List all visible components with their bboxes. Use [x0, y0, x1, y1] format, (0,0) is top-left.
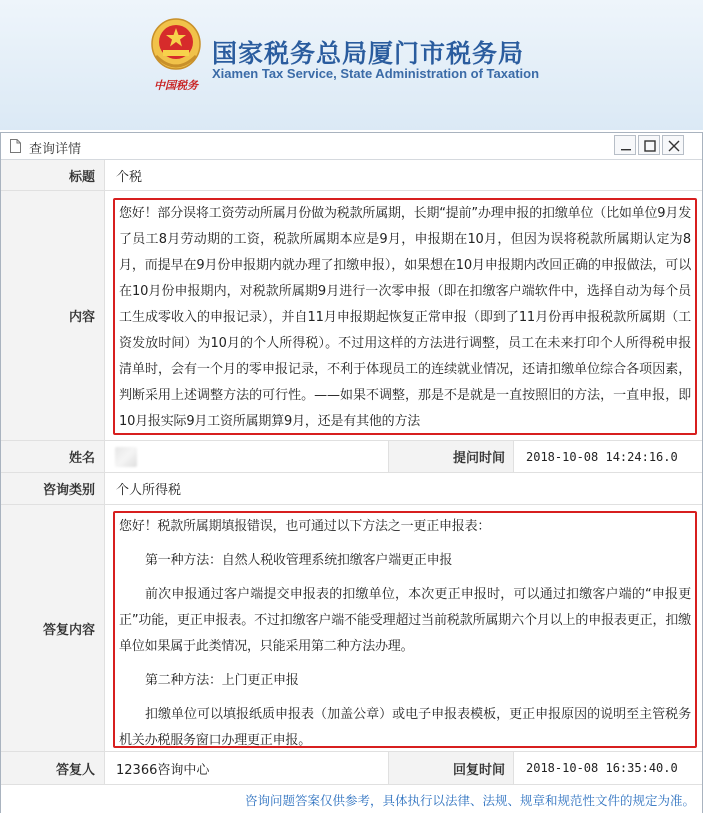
subject-value: 个税 [105, 160, 702, 191]
close-icon [668, 140, 680, 152]
content-text: 您好！部分误将工资劳动所属月份做为税款所属期，长期“提前”办理申报的扣缴单位（比如单位9月发了员工8月劳动期的工资，税款所属期本应是9月，申报期在10月，但因为误将税款所属期认定为8月，而提早在9月份申报期内就办理了扣缴申报），如果想在10月申报期内改回正确的申报做法，可以在10月份申报期内，对税款所属期9月进行一次零申报（即在扣缴客户端软件中，选择自动为每个员工生成零收入的申报记录），并自11月申报期起恢复正常申报（即到了11月份再申报税款所属期（工资发放时间）为10月的个人所得税）。不过用这样的方法进行调整，员工在未来打印个人所得税申报清单时，会有一个月的零申报记录，不利于体现员工的连续就业情况，还请扣缴单位综合各项因素，判断采用上述调整方法的可行性。——如果不调整，那是不是就是一直按照旧的方法，一直申报，即10月报实际9月工资所属期算9月，还是有其他的方法 [119, 206, 691, 429]
disclaimer-note: 咨询问题答案仅供参考，具体执行以法律、法规、规章和规范性文件的规定为准。 [244, 793, 695, 808]
minimize-button[interactable] [614, 135, 636, 155]
reply-label: 答复内容 [1, 505, 105, 752]
reply-paragraph-greeting: 您好！税款所属期填报错误，也可通过以下方法之一更正申报表： [119, 519, 491, 534]
replier-label: 答复人 [1, 752, 105, 785]
ask-time-label: 提问时间 [388, 441, 514, 473]
document-icon [10, 139, 21, 153]
site-title-english: Xiamen Tax Service, State Administration of Taxation [212, 66, 540, 81]
reply-paragraph-method-1-body: 前次申报通过客户端提交申报表的扣缴单位，本次更正申报时，可以通过扣缴客户端的“申报更正”功能，更正申报表。不过扣缴客户端不能受理超过当前税款所属期六个月以上的申报表更正，扣缴单位如果属于此类情况，只能采用第二种方法办理。 [119, 587, 691, 654]
maximize-button[interactable] [638, 135, 660, 155]
content-label: 内容 [1, 191, 105, 441]
window-titlebar[interactable] [1, 133, 702, 160]
replier-value: 12366咨询中心 [105, 752, 388, 785]
window-title: 查询详情 [29, 142, 82, 157]
maximize-icon [644, 140, 656, 152]
ask-time-value: 2018-10-08 14:24:16.0 [514, 441, 702, 473]
content-highlight-box [113, 198, 697, 435]
name-label: 姓名 [1, 441, 105, 473]
reply-paragraph-method-2-title: 第二种方法：上门更正申报 [145, 673, 299, 688]
category-label: 咨询类别 [1, 473, 105, 505]
reply-time-label: 回复时间 [388, 752, 514, 785]
reply-highlight-box [113, 511, 697, 748]
redacted-name [115, 447, 137, 467]
reply-time-value: 2018-10-08 16:35:40.0 [514, 752, 702, 785]
site-title-chinese: 国家税务总局厦门市税务局 [212, 39, 525, 68]
minimize-icon [620, 140, 632, 152]
name-value [105, 441, 388, 473]
reply-paragraph-method-1-title: 第一种方法：自然人税收管理系统扣缴客户端更正申报 [145, 553, 453, 568]
inquiry-form [1, 160, 702, 785]
subject-label: 标题 [1, 160, 105, 191]
header-banner [0, 0, 703, 130]
category-value: 个人所得税 [105, 473, 702, 505]
inquiry-detail-window [0, 132, 703, 813]
reply-paragraph-method-2-body: 扣缴单位可以填报纸质申报表（加盖公章）或电子申报表模板，更正申报原因的说明至主管税务机关办税服务窗口办理更正申报。 [119, 707, 691, 748]
close-button[interactable] [662, 135, 684, 155]
logo-motto: 中国税务 [154, 79, 198, 92]
